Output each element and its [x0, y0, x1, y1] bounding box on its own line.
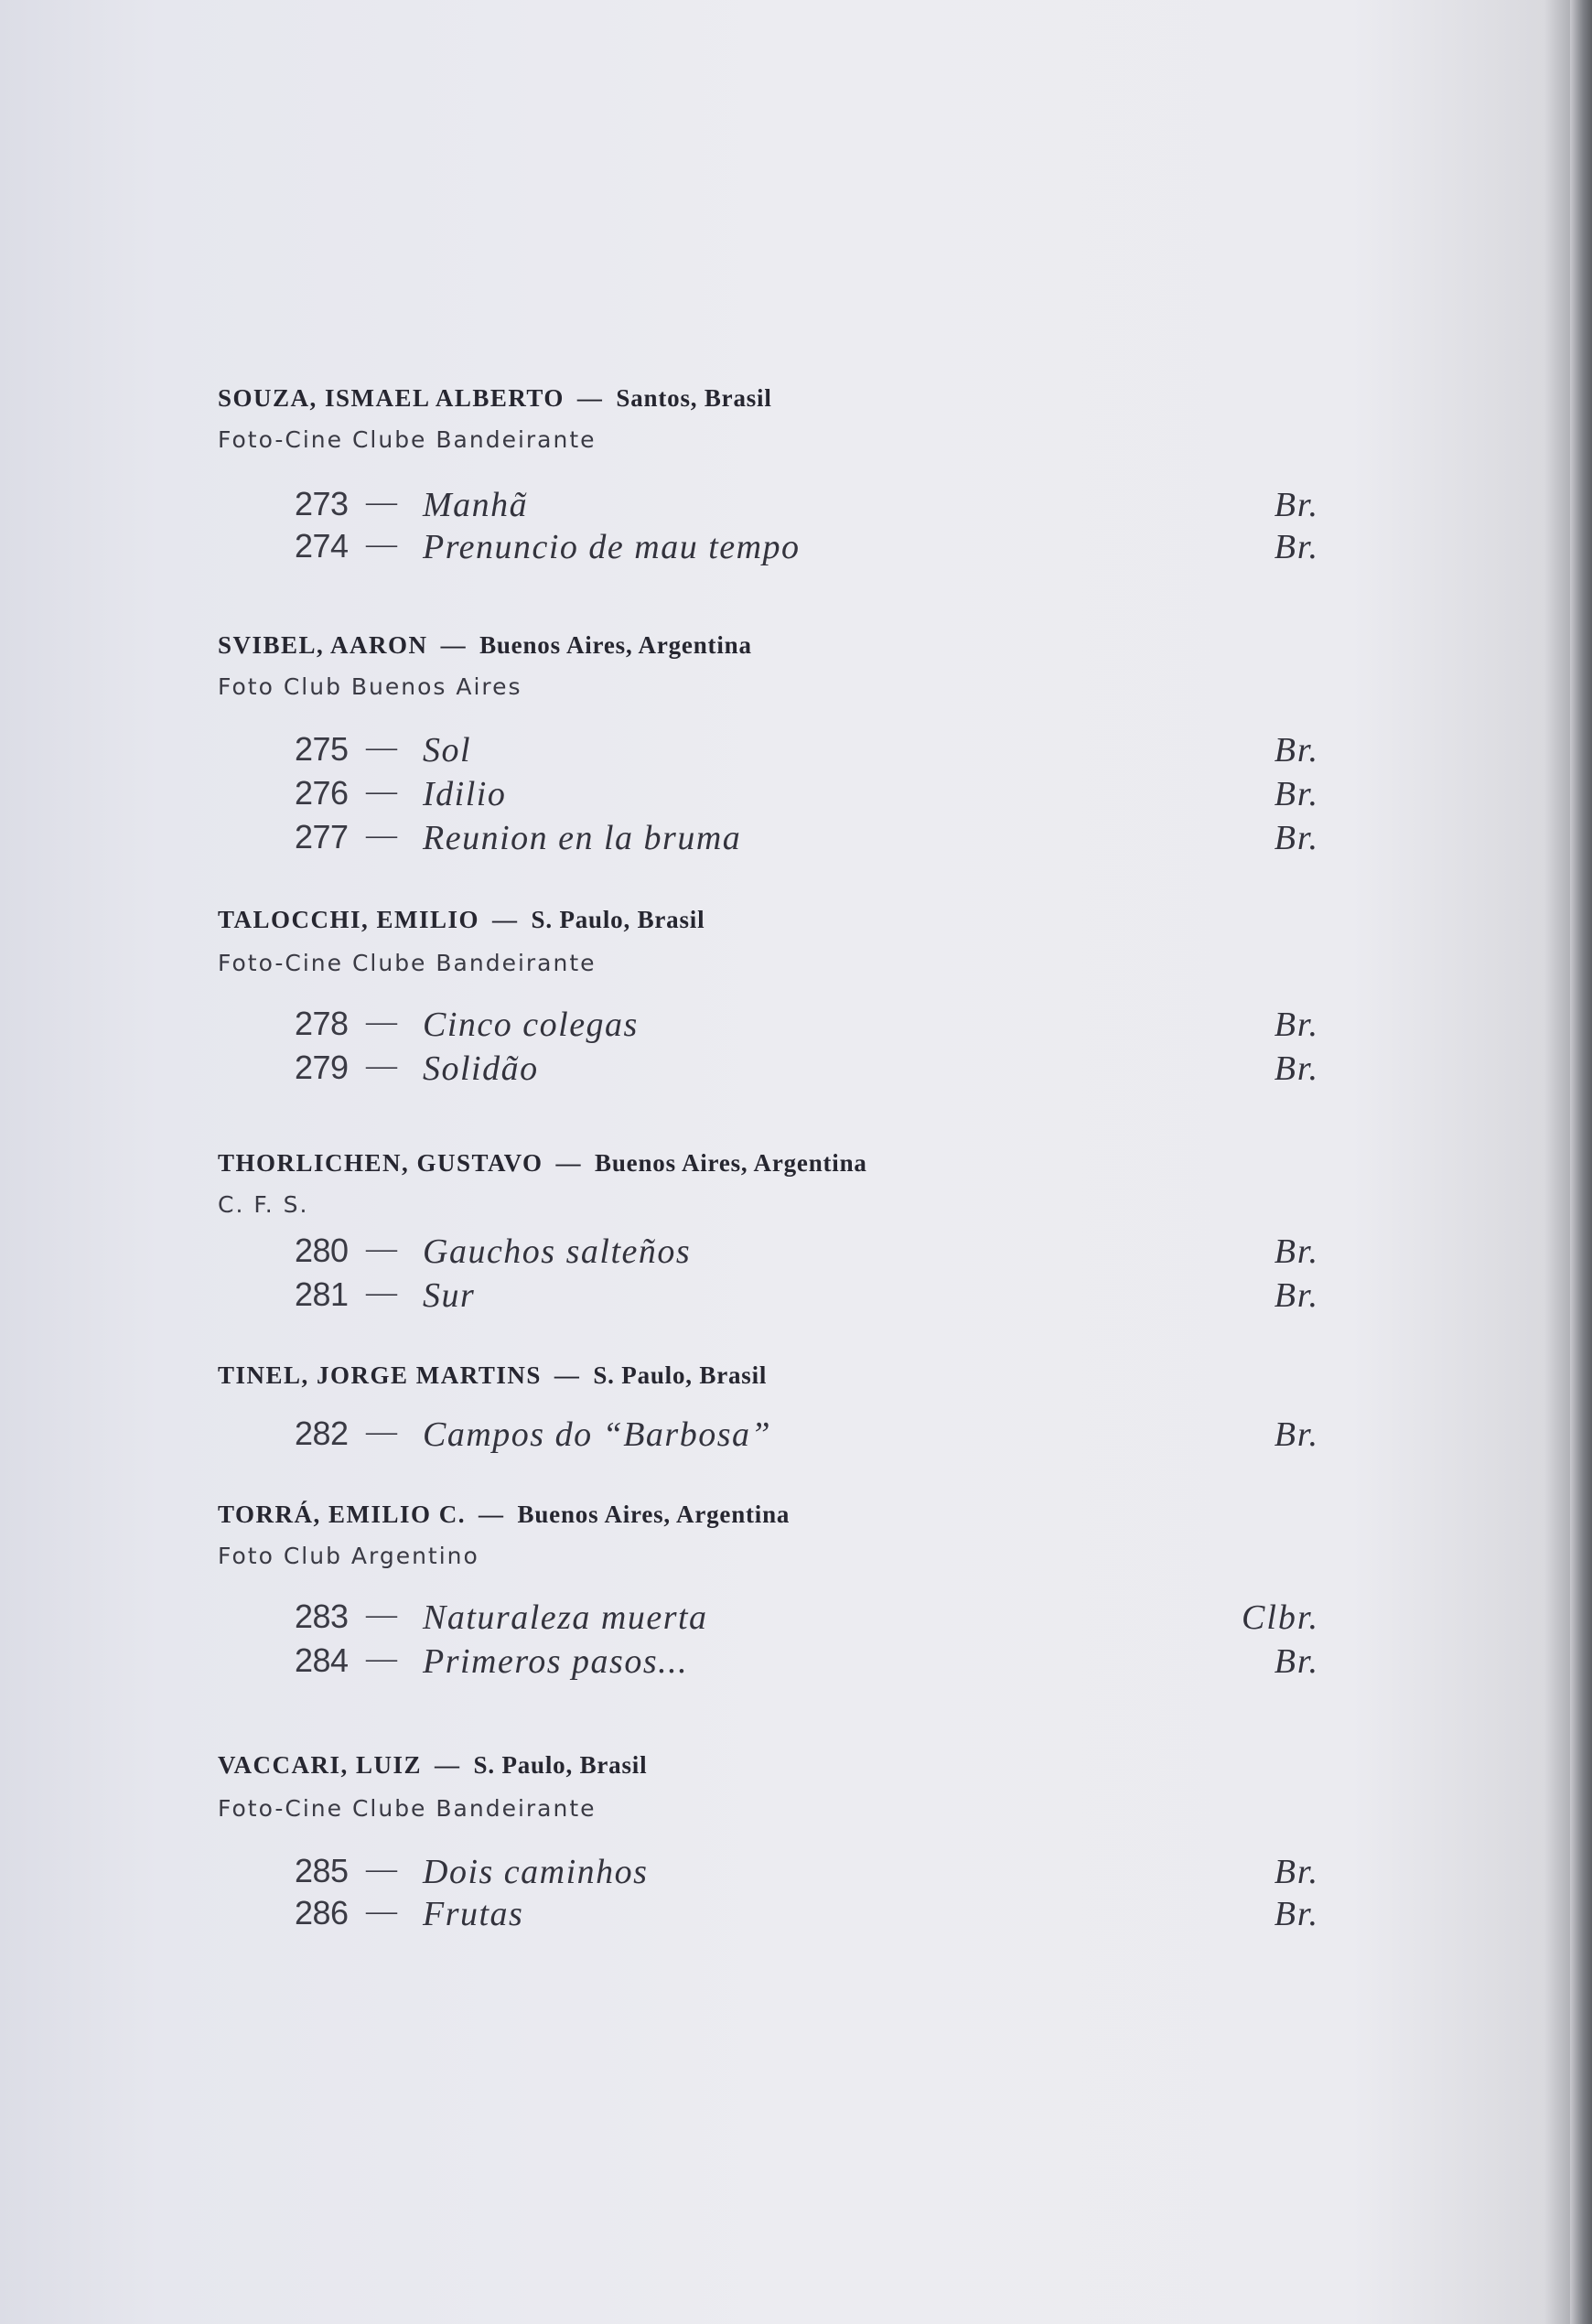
work-number: 277: [295, 818, 349, 855]
work-technique: Br.: [1274, 731, 1319, 769]
work-title: Dois caminhos: [423, 1853, 649, 1891]
work-technique: Br.: [1274, 775, 1319, 813]
work-number: 275: [295, 730, 349, 768]
work-technique: Br.: [1274, 486, 1319, 524]
work-row: [0, 485, 1555, 531]
work-title: Sol: [423, 731, 472, 769]
author-location: S. Paulo, Brasil: [593, 1361, 768, 1389]
work-row: [0, 1598, 1555, 1643]
author-line: [218, 906, 705, 934]
work-number: 285: [295, 1852, 349, 1889]
dash-separator: —: [366, 1275, 397, 1309]
dash-separator: —: [366, 1598, 397, 1631]
work-row: [0, 527, 1555, 573]
work-technique: Br.: [1274, 1049, 1319, 1088]
work-row: [0, 1049, 1555, 1094]
work-technique: Br.: [1274, 1642, 1319, 1681]
author-name: SVIBEL, AARON: [218, 631, 428, 659]
work-technique: Br.: [1274, 1006, 1319, 1044]
dash-separator: —: [366, 774, 397, 808]
work-technique: Br.: [1274, 1853, 1319, 1891]
dash-separator: —: [554, 1361, 581, 1389]
club-name: Foto-Cine Clube Bandeirante: [218, 426, 597, 453]
work-row: [0, 1415, 1555, 1460]
dash-separator: —: [492, 906, 519, 933]
work-title: Solidão: [423, 1049, 539, 1088]
work-row: [0, 774, 1555, 820]
dash-separator: —: [366, 485, 397, 519]
author-location: Buenos Aires, Argentina: [595, 1149, 867, 1177]
work-technique: Br.: [1274, 1276, 1319, 1315]
work-number: 276: [295, 774, 349, 812]
author-name: THORLICHEN, GUSTAVO: [218, 1149, 543, 1177]
work-title: Campos do “Barbosa”: [423, 1415, 772, 1454]
work-number: 274: [295, 527, 349, 565]
work-number: 281: [295, 1275, 349, 1313]
author-line: [218, 1501, 790, 1529]
author-location: Buenos Aires, Argentina: [517, 1501, 791, 1528]
work-title: Cinco colegas: [423, 1006, 639, 1044]
work-technique: Br.: [1274, 1895, 1319, 1933]
author-line: [218, 1751, 647, 1780]
author-name: VACCARI, LUIZ: [218, 1751, 423, 1779]
work-number: 278: [295, 1005, 349, 1042]
work-number: 284: [295, 1641, 349, 1679]
work-row: [0, 818, 1555, 864]
author-location: S. Paulo, Brasil: [531, 906, 705, 933]
author-name: TORRÁ, EMILIO C.: [218, 1501, 467, 1528]
work-title: Naturaleza muerta: [423, 1598, 708, 1637]
page-spine-edge: [1570, 0, 1592, 2324]
work-row: [0, 730, 1555, 776]
work-row: [0, 1641, 1555, 1687]
dash-separator: —: [366, 1232, 397, 1265]
work-title: Idilio: [423, 775, 507, 813]
club-name: Foto Club Buenos Aires: [218, 673, 522, 700]
author-location: Buenos Aires, Argentina: [479, 631, 752, 659]
author-name: TINEL, JORGE MARTINS: [218, 1361, 542, 1389]
work-row: [0, 1275, 1555, 1321]
club-name: Foto Club Argentino: [218, 1543, 479, 1569]
club-name: Foto-Cine Clube Bandeirante: [218, 950, 597, 976]
work-number: 286: [295, 1894, 349, 1931]
work-technique: Br.: [1274, 528, 1319, 566]
dash-separator: —: [366, 1641, 397, 1675]
work-title: Manhã: [423, 486, 529, 524]
work-number: 279: [295, 1049, 349, 1086]
author-line: [218, 1149, 867, 1178]
author-line: [218, 631, 752, 660]
author-name: TALOCCHI, EMILIO: [218, 906, 480, 933]
work-number: 283: [295, 1598, 349, 1635]
work-number: 282: [295, 1415, 349, 1452]
club-name: C. F. S.: [218, 1191, 309, 1218]
work-technique: Br.: [1274, 1415, 1319, 1454]
author-name: SOUZA, ISMAEL ALBERTO: [218, 384, 565, 412]
work-row: [0, 1852, 1555, 1898]
dash-separator: —: [366, 1049, 397, 1082]
dash-separator: —: [366, 818, 397, 852]
author-line: [218, 1361, 767, 1390]
work-title: Sur: [423, 1276, 476, 1315]
work-title: Primeros pasos...: [423, 1642, 689, 1681]
work-title: Frutas: [423, 1895, 524, 1933]
dash-separator: —: [435, 1751, 461, 1779]
work-technique: Clbr.: [1242, 1598, 1319, 1637]
dash-separator: —: [366, 527, 397, 561]
work-title: Prenuncio de mau tempo: [423, 528, 801, 566]
dash-separator: —: [555, 1149, 583, 1177]
work-row: [0, 1232, 1555, 1277]
dash-separator: —: [366, 1894, 397, 1928]
club-name: Foto-Cine Clube Bandeirante: [218, 1795, 597, 1822]
dash-separator: —: [366, 1005, 397, 1038]
dash-separator: —: [366, 1852, 397, 1886]
dash-separator: —: [479, 1501, 505, 1528]
work-technique: Br.: [1274, 1232, 1319, 1271]
dash-separator: —: [366, 730, 397, 764]
work-row: [0, 1005, 1555, 1050]
author-location: S. Paulo, Brasil: [473, 1751, 648, 1779]
work-title: Reunion en la bruma: [423, 819, 742, 857]
work-number: 273: [295, 485, 349, 522]
dash-separator: —: [366, 1415, 397, 1448]
work-row: [0, 1894, 1555, 1940]
author-location: Santos, Brasil: [616, 384, 772, 412]
work-title: Gauchos salteños: [423, 1232, 692, 1271]
dash-separator: —: [576, 384, 604, 412]
work-number: 280: [295, 1232, 349, 1269]
dash-separator: —: [440, 631, 468, 659]
work-technique: Br.: [1274, 819, 1319, 857]
author-line: [218, 384, 772, 413]
